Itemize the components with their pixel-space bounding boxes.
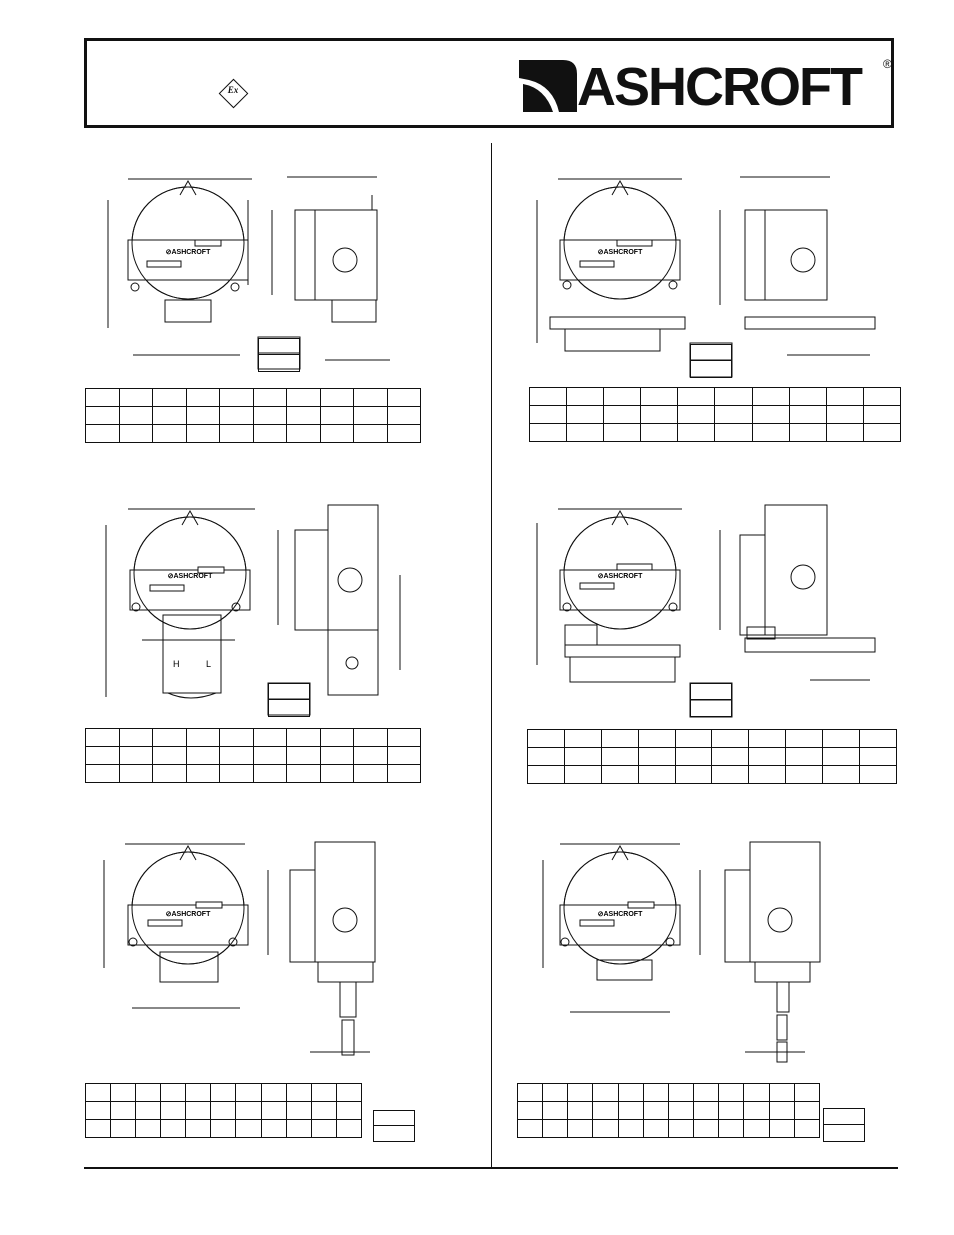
table-row bbox=[86, 747, 421, 765]
table-row bbox=[86, 765, 421, 783]
table-cell bbox=[86, 1120, 111, 1138]
brand-name: ASHCROFT bbox=[577, 57, 861, 117]
spec-table bbox=[517, 1083, 820, 1138]
nameplate-brand: ⊘ASHCROFT bbox=[597, 911, 643, 918]
label-box bbox=[823, 1108, 865, 1142]
table-cell bbox=[826, 406, 863, 424]
transmitter-drawing bbox=[515, 830, 900, 1070]
panel-mid-left bbox=[100, 495, 430, 795]
table-cell bbox=[161, 1120, 186, 1138]
table-cell bbox=[387, 407, 421, 425]
table-cell bbox=[86, 765, 120, 783]
table-cell bbox=[715, 388, 752, 406]
table-cell bbox=[601, 748, 638, 766]
table-row bbox=[530, 424, 901, 442]
table-cell bbox=[287, 389, 321, 407]
table-cell bbox=[643, 1102, 668, 1120]
table-cell bbox=[744, 1120, 769, 1138]
table-cell bbox=[543, 1120, 568, 1138]
table-cell bbox=[119, 425, 153, 443]
table-cell bbox=[320, 747, 354, 765]
table-cell bbox=[678, 388, 715, 406]
table-cell bbox=[253, 729, 287, 747]
table-cell bbox=[668, 1102, 693, 1120]
table-cell bbox=[564, 730, 601, 748]
table-cell bbox=[86, 747, 120, 765]
table-cell bbox=[387, 747, 421, 765]
table-row bbox=[528, 748, 897, 766]
table-row bbox=[518, 1084, 820, 1102]
table-cell bbox=[564, 748, 601, 766]
spec-table bbox=[85, 728, 421, 783]
table-cell bbox=[236, 1102, 261, 1120]
registered-mark: ® bbox=[883, 57, 892, 71]
table-cell bbox=[794, 1084, 819, 1102]
table-cell bbox=[518, 1102, 543, 1120]
table-cell bbox=[311, 1084, 336, 1102]
table-cell bbox=[769, 1084, 794, 1102]
table-cell bbox=[286, 1102, 311, 1120]
table-cell bbox=[826, 388, 863, 406]
table-row bbox=[528, 730, 897, 748]
table-cell bbox=[823, 730, 860, 748]
table-cell bbox=[387, 765, 421, 783]
table-cell bbox=[749, 730, 786, 748]
table-cell bbox=[719, 1102, 744, 1120]
table-cell bbox=[786, 766, 823, 784]
table-cell bbox=[668, 1120, 693, 1138]
table-cell bbox=[186, 389, 220, 407]
table-cell bbox=[161, 1084, 186, 1102]
table-cell bbox=[694, 1084, 719, 1102]
table-cell bbox=[220, 425, 254, 443]
table-row bbox=[86, 407, 421, 425]
table-cell bbox=[794, 1102, 819, 1120]
table-cell bbox=[236, 1084, 261, 1102]
table-cell bbox=[186, 747, 220, 765]
table-cell bbox=[253, 747, 287, 765]
table-cell bbox=[752, 388, 789, 406]
table-cell bbox=[186, 407, 220, 425]
table-cell bbox=[789, 424, 826, 442]
label-box bbox=[690, 344, 732, 378]
table-cell bbox=[860, 766, 897, 784]
column-divider bbox=[491, 143, 492, 1168]
spec-table bbox=[527, 729, 897, 784]
table-cell bbox=[119, 389, 153, 407]
table-cell bbox=[641, 388, 678, 406]
table-cell bbox=[641, 406, 678, 424]
table-cell bbox=[564, 766, 601, 784]
table-row bbox=[86, 1084, 362, 1102]
table-cell bbox=[823, 766, 860, 784]
table-cell bbox=[253, 389, 287, 407]
table-row bbox=[518, 1120, 820, 1138]
table-cell bbox=[643, 1120, 668, 1138]
table-cell bbox=[119, 765, 153, 783]
table-cell bbox=[86, 729, 120, 747]
table-cell bbox=[568, 1120, 593, 1138]
table-cell bbox=[286, 1084, 311, 1102]
table-cell bbox=[186, 765, 220, 783]
label-box bbox=[268, 683, 310, 717]
table-cell bbox=[601, 730, 638, 748]
table-cell bbox=[111, 1084, 136, 1102]
table-cell bbox=[543, 1102, 568, 1120]
table-cell bbox=[530, 424, 567, 442]
table-cell bbox=[643, 1084, 668, 1102]
footer-rule bbox=[84, 1167, 898, 1169]
table-cell bbox=[336, 1084, 361, 1102]
table-cell bbox=[863, 406, 900, 424]
table-cell bbox=[119, 729, 153, 747]
nameplate-brand: ⊘ASHCROFT bbox=[597, 249, 643, 256]
table-cell bbox=[528, 730, 565, 748]
table-cell bbox=[528, 748, 565, 766]
table-cell bbox=[287, 425, 321, 443]
table-cell bbox=[253, 407, 287, 425]
table-row bbox=[530, 406, 901, 424]
table-cell bbox=[769, 1102, 794, 1120]
table-cell bbox=[320, 389, 354, 407]
table-cell bbox=[119, 747, 153, 765]
table-cell bbox=[220, 389, 254, 407]
table-cell bbox=[593, 1084, 618, 1102]
label-box bbox=[258, 338, 300, 372]
table-cell bbox=[528, 766, 565, 784]
table-cell bbox=[153, 407, 187, 425]
table-cell bbox=[618, 1102, 643, 1120]
table-cell bbox=[186, 1120, 211, 1138]
table-cell bbox=[253, 425, 287, 443]
table-cell bbox=[604, 406, 641, 424]
table-cell bbox=[186, 1102, 211, 1120]
label-box bbox=[690, 683, 732, 717]
table-cell bbox=[786, 730, 823, 748]
table-cell bbox=[153, 729, 187, 747]
table-cell bbox=[638, 748, 675, 766]
table-cell bbox=[744, 1084, 769, 1102]
table-cell bbox=[675, 766, 712, 784]
table-cell bbox=[744, 1102, 769, 1120]
table-cell bbox=[286, 1120, 311, 1138]
table-cell bbox=[220, 747, 254, 765]
table-cell bbox=[161, 1102, 186, 1120]
table-cell bbox=[336, 1102, 361, 1120]
table-cell bbox=[86, 1102, 111, 1120]
table-cell bbox=[311, 1120, 336, 1138]
table-cell bbox=[668, 1084, 693, 1102]
table-cell bbox=[387, 389, 421, 407]
table-cell bbox=[311, 1102, 336, 1120]
table-cell bbox=[354, 747, 388, 765]
table-cell bbox=[220, 765, 254, 783]
table-cell bbox=[211, 1102, 236, 1120]
spec-table bbox=[85, 388, 421, 443]
table-cell bbox=[719, 1084, 744, 1102]
table-cell bbox=[354, 765, 388, 783]
table-cell bbox=[86, 407, 120, 425]
table-cell bbox=[111, 1102, 136, 1120]
table-cell bbox=[601, 766, 638, 784]
panel-bot-right bbox=[515, 830, 900, 1150]
table-row bbox=[86, 1120, 362, 1138]
table-cell bbox=[752, 424, 789, 442]
table-cell bbox=[153, 747, 187, 765]
nameplate-brand: ⊘ASHCROFT bbox=[167, 573, 213, 580]
table-cell bbox=[789, 406, 826, 424]
table-cell bbox=[863, 388, 900, 406]
table-row bbox=[86, 389, 421, 407]
table-cell bbox=[863, 424, 900, 442]
table-row bbox=[86, 1102, 362, 1120]
table-cell bbox=[111, 1120, 136, 1138]
table-cell bbox=[518, 1084, 543, 1102]
ex-approval-label: Ex bbox=[227, 85, 239, 95]
transmitter-drawing bbox=[100, 495, 430, 720]
label-box bbox=[373, 1110, 415, 1142]
table-cell bbox=[153, 425, 187, 443]
table-cell bbox=[354, 389, 388, 407]
table-cell bbox=[320, 765, 354, 783]
table-cell bbox=[786, 748, 823, 766]
table-cell bbox=[320, 407, 354, 425]
table-cell bbox=[823, 748, 860, 766]
table-cell bbox=[678, 424, 715, 442]
table-cell bbox=[618, 1120, 643, 1138]
table-row bbox=[518, 1102, 820, 1120]
table-cell bbox=[354, 729, 388, 747]
table-cell bbox=[719, 1120, 744, 1138]
table-cell bbox=[119, 407, 153, 425]
transmitter-drawing bbox=[100, 830, 430, 1070]
table-cell bbox=[86, 425, 120, 443]
table-cell bbox=[211, 1084, 236, 1102]
table-cell bbox=[261, 1102, 286, 1120]
table-cell bbox=[530, 406, 567, 424]
low-port-label: L bbox=[206, 659, 212, 669]
table-cell bbox=[320, 425, 354, 443]
table-cell bbox=[261, 1084, 286, 1102]
table-cell bbox=[567, 406, 604, 424]
table-cell bbox=[604, 388, 641, 406]
table-cell bbox=[287, 747, 321, 765]
table-cell bbox=[593, 1102, 618, 1120]
table-cell bbox=[826, 424, 863, 442]
table-cell bbox=[618, 1084, 643, 1102]
spec-table bbox=[529, 387, 901, 442]
table-cell bbox=[153, 765, 187, 783]
table-cell bbox=[354, 425, 388, 443]
table-cell bbox=[860, 730, 897, 748]
table-cell bbox=[769, 1120, 794, 1138]
table-cell bbox=[715, 406, 752, 424]
table-cell bbox=[715, 424, 752, 442]
table-row bbox=[528, 766, 897, 784]
table-cell bbox=[253, 765, 287, 783]
table-cell bbox=[354, 407, 388, 425]
table-row bbox=[530, 388, 901, 406]
table-cell bbox=[675, 748, 712, 766]
table-cell bbox=[153, 389, 187, 407]
table-cell bbox=[712, 748, 749, 766]
table-cell bbox=[287, 729, 321, 747]
table-cell bbox=[287, 407, 321, 425]
table-cell bbox=[567, 424, 604, 442]
table-cell bbox=[678, 406, 715, 424]
table-row bbox=[86, 729, 421, 747]
table-cell bbox=[211, 1120, 236, 1138]
table-cell bbox=[749, 766, 786, 784]
table-cell bbox=[287, 765, 321, 783]
table-cell bbox=[860, 748, 897, 766]
table-cell bbox=[794, 1120, 819, 1138]
panel-top-right bbox=[525, 165, 900, 455]
table-cell bbox=[320, 729, 354, 747]
table-cell bbox=[694, 1102, 719, 1120]
table-cell bbox=[387, 729, 421, 747]
high-port-label: H bbox=[173, 659, 180, 669]
spec-table bbox=[85, 1083, 362, 1138]
table-cell bbox=[593, 1120, 618, 1138]
table-cell bbox=[86, 1084, 111, 1102]
table-cell bbox=[543, 1084, 568, 1102]
nameplate-brand: ⊘ASHCROFT bbox=[165, 911, 211, 918]
table-cell bbox=[789, 388, 826, 406]
header-box bbox=[84, 38, 894, 128]
table-cell bbox=[567, 388, 604, 406]
table-cell bbox=[518, 1120, 543, 1138]
table-cell bbox=[752, 406, 789, 424]
table-cell bbox=[638, 730, 675, 748]
table-cell bbox=[568, 1084, 593, 1102]
table-cell bbox=[136, 1102, 161, 1120]
nameplate-brand: ⊘ASHCROFT bbox=[165, 249, 211, 256]
table-cell bbox=[261, 1120, 286, 1138]
table-cell bbox=[712, 766, 749, 784]
table-cell bbox=[675, 730, 712, 748]
panel-top-left bbox=[100, 165, 430, 455]
table-cell bbox=[641, 424, 678, 442]
table-cell bbox=[220, 729, 254, 747]
table-cell bbox=[749, 748, 786, 766]
panel-mid-right bbox=[525, 495, 900, 795]
table-cell bbox=[712, 730, 749, 748]
table-cell bbox=[604, 424, 641, 442]
table-cell bbox=[186, 425, 220, 443]
table-row bbox=[86, 425, 421, 443]
table-cell bbox=[530, 388, 567, 406]
table-cell bbox=[136, 1084, 161, 1102]
table-cell bbox=[220, 407, 254, 425]
nameplate-brand: ⊘ASHCROFT bbox=[597, 573, 643, 580]
table-cell bbox=[694, 1120, 719, 1138]
table-cell bbox=[186, 729, 220, 747]
table-cell bbox=[638, 766, 675, 784]
table-cell bbox=[86, 389, 120, 407]
table-cell bbox=[136, 1120, 161, 1138]
panel-bot-left bbox=[100, 830, 430, 1150]
table-cell bbox=[568, 1102, 593, 1120]
table-cell bbox=[186, 1084, 211, 1102]
table-cell bbox=[336, 1120, 361, 1138]
table-cell bbox=[236, 1120, 261, 1138]
table-cell bbox=[387, 425, 421, 443]
